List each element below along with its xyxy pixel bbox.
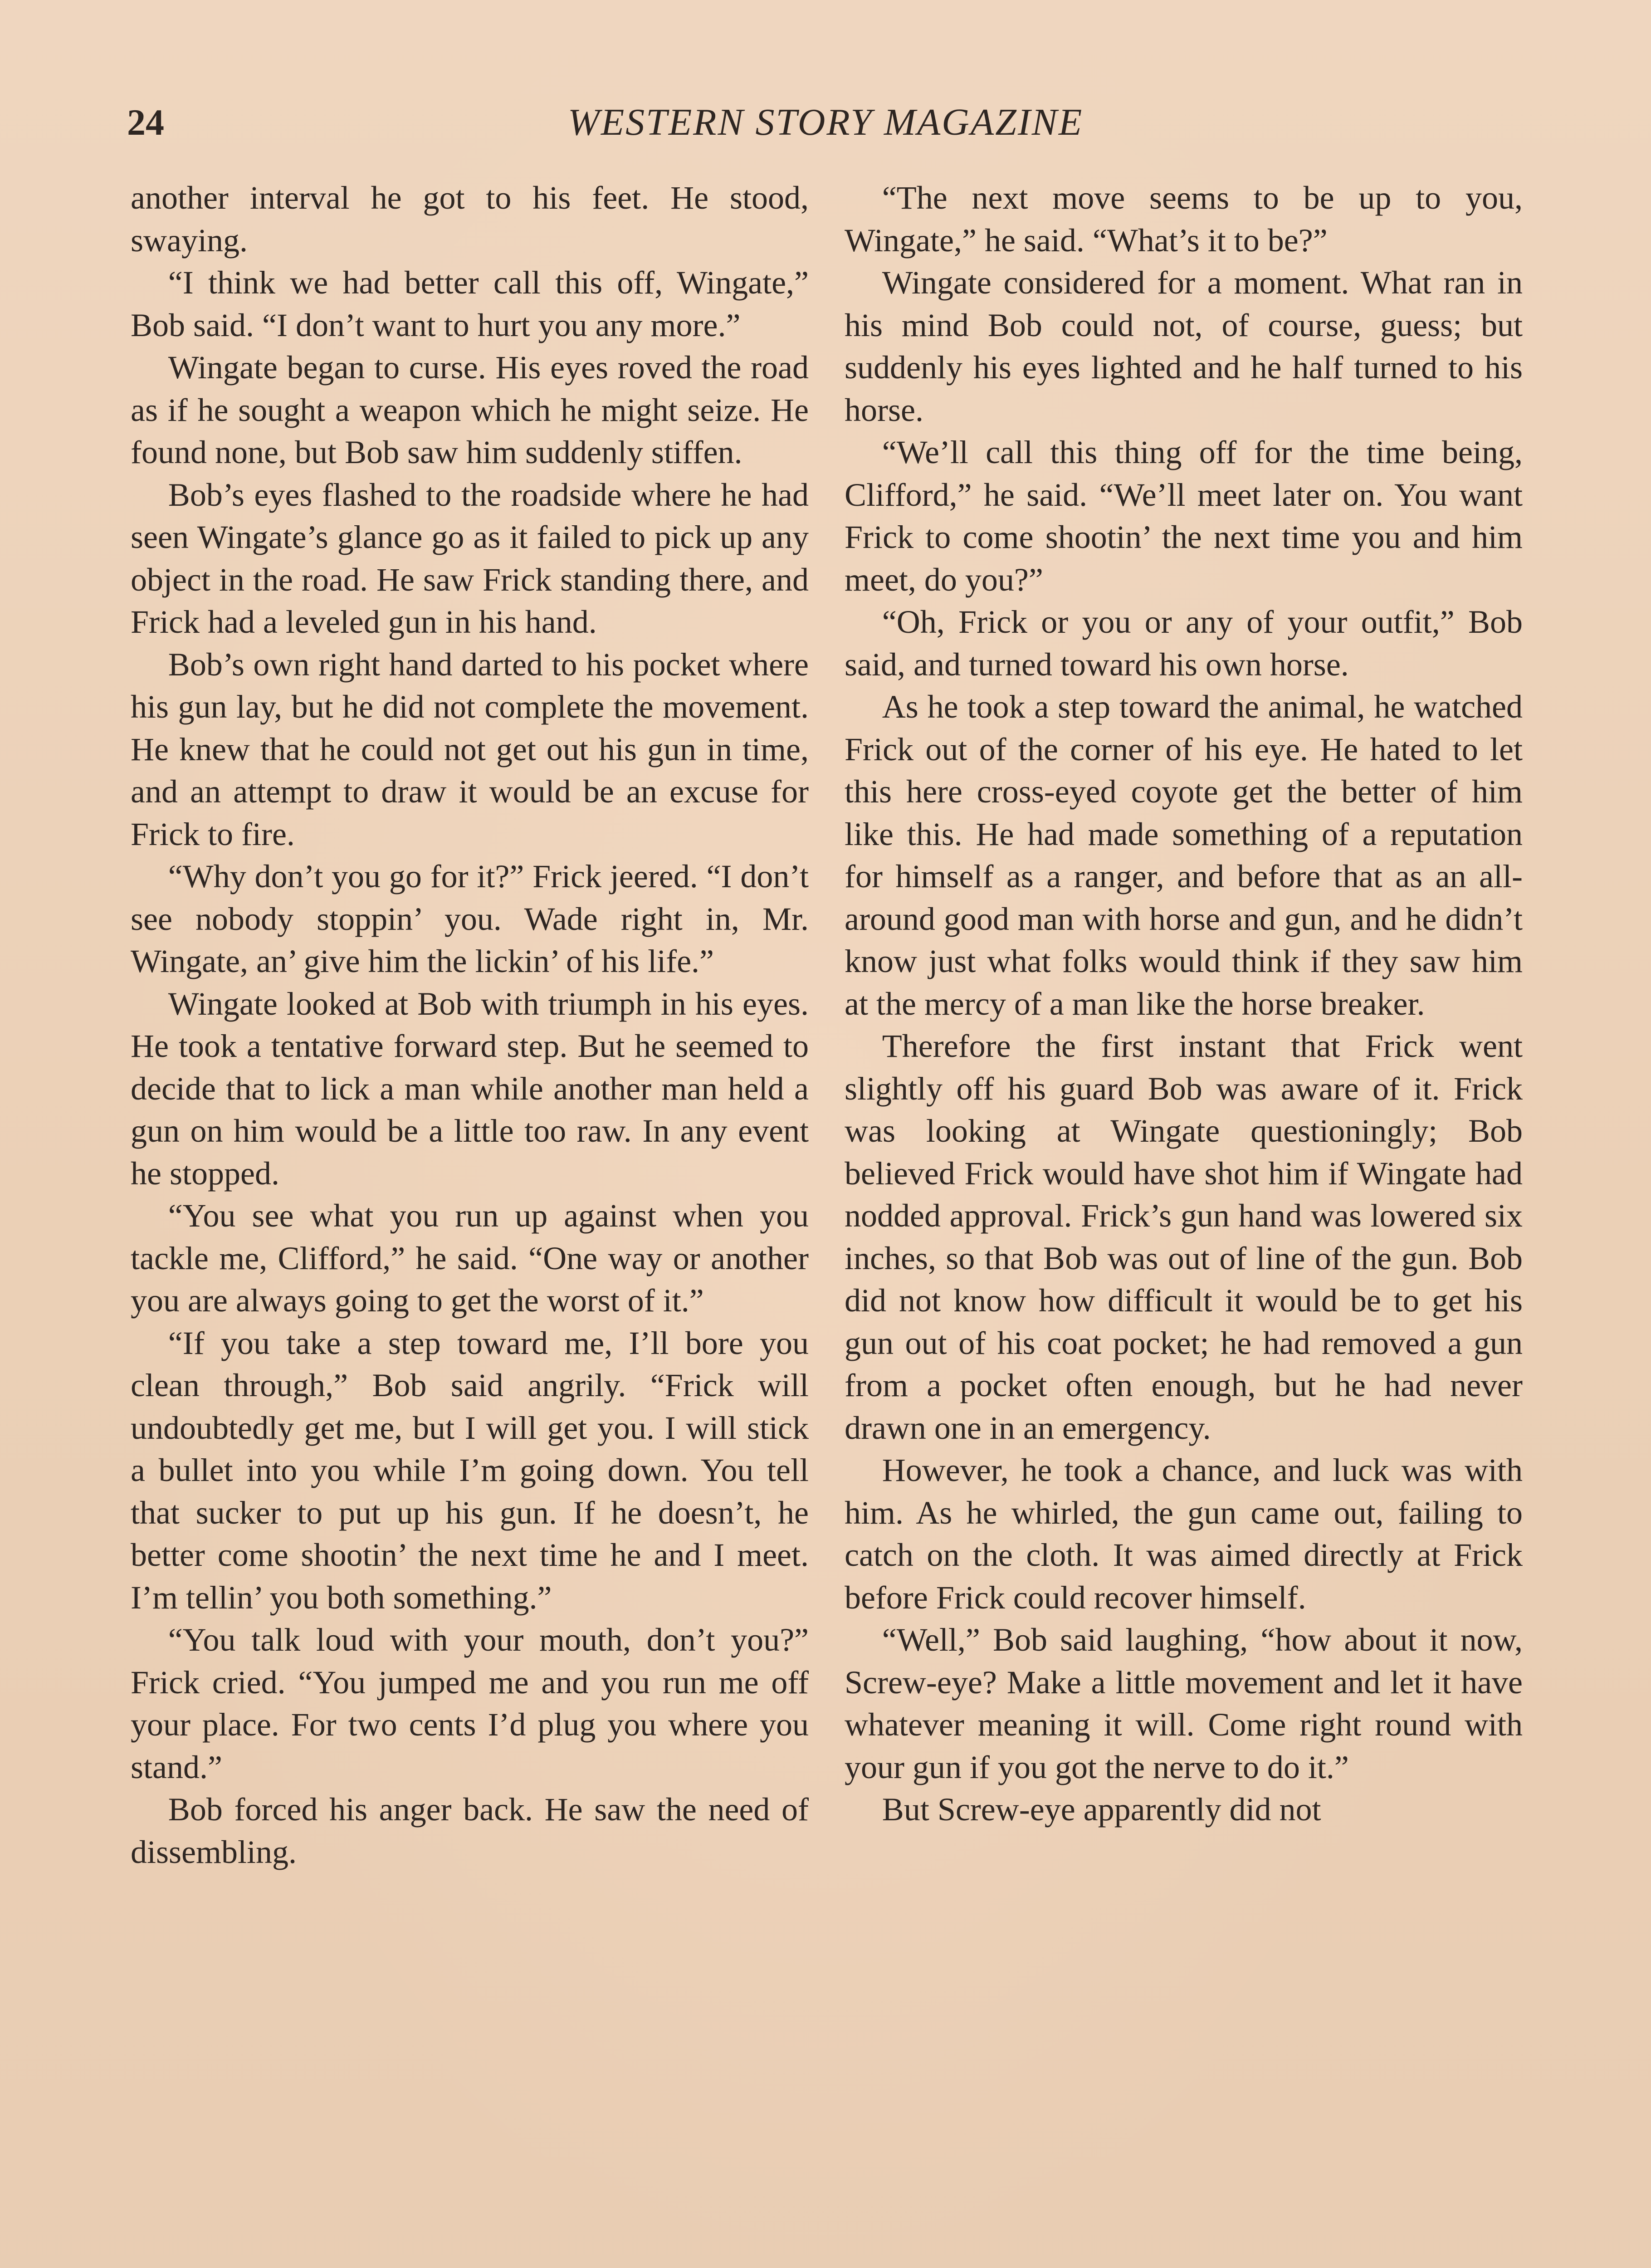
paragraph: Bob forced his anger back. He saw the need of dissembling. xyxy=(131,1791,809,1870)
paragraph: “We’ll call this thing off for the time being, Clifford,” he said. “We’ll meet later on. You want Frick to come shootin’ the next time you and him meet, do you?” xyxy=(845,434,1523,598)
paragraph: “Oh, Frick or you or any of your outfit,” Bob said, and turned toward his own horse. xyxy=(845,604,1523,683)
paragraph: “I think we had better call this off, Wingate,” Bob said. “I don’t want to hurt you any more.” xyxy=(131,264,809,343)
paragraph: “Well,” Bob said laughing, “how about it now, Screw-eye? Make a little movement and let it have whatever meaning it will. Come right round with your gun if you got the nerve to do it.” xyxy=(845,1622,1523,1785)
paragraph: However, he took a chance, and luck was with him. As he whirled, the gun came out, failing to catch on the cloth. It was aimed directly at Frick before Frick could recover himself. xyxy=(845,1452,1523,1616)
paragraph: “You see what you run up against when you tackle me, Clifford,” he said. “One way or another you are always going to get the worst of it.” xyxy=(131,1198,809,1319)
paragraph: “The next move seems to be up to you, Wingate,” he said. “What’s it to be?” xyxy=(845,180,1523,259)
paragraph: Wingate began to curse. His eyes roved the road as if he sought a weapon which he might seize. He found none, but Bob saw him suddenly stiffen. xyxy=(131,349,809,470)
paragraph: “If you take a step toward me, I’ll bore you clean through,” Bob said angrily. “Frick will undoubtedly get me, but I will get you. I will stick a bullet into you while I’m going down. You tell that sucker to put up his gun. If he doesn’t, he better come shootin’ the next time he and I meet. I’m tellin’ you both something.” xyxy=(131,1325,809,1616)
paragraph: Bob’s eyes flashed to the roadside where he had seen Wingate’s glance go as it failed to pick up any object in the road. He saw Frick standing there, and Frick had a leveled gun in his hand. xyxy=(131,476,809,640)
paragraph: Wingate looked at Bob with triumph in his eyes. He took a tentative forward step. But he seemed to decide that to lick a man while another man held a gun on him would be a little too raw. In any event he stopped. xyxy=(131,985,809,1192)
right-column xyxy=(845,177,1523,2268)
paragraph: another interval he got to his feet. He stood, swaying. xyxy=(131,180,809,259)
paragraph: “Why don’t you go for it?” Frick jeered. “I don’t see nobody stoppin’ you. Wade right in, Mr. Wingate, an’ give him the lickin’ of his life.” xyxy=(131,858,809,979)
paragraph: Bob’s own right hand darted to his pocket where his gun lay, but he did not complete the movement. He knew that he could not get out his gun in time, and an attempt to draw it would be an excuse for Frick to fire. xyxy=(131,646,809,852)
page-number: 24 xyxy=(127,102,164,143)
page-header xyxy=(127,93,1524,152)
left-column xyxy=(131,177,809,2268)
paragraph: But Screw-eye apparently did not xyxy=(882,1791,1321,1828)
running-head: WESTERN STORY MAGAZINE xyxy=(567,101,1084,143)
paragraph: As he took a step toward the animal, he watched Frick out of the corner of his eye. He hated to let this here cross-eyed coyote get the better of him like this. He had made something of a reputation for himself as a ranger, and before that as an all-around good man with horse and gun, and he didn’t know just what folks would think if they saw him at the mercy of a man like the horse breaker. xyxy=(845,689,1523,1022)
paragraph: “You talk loud with your mouth, don’t you?” Frick cried. “You jumped me and you run me off your place. For two cents I’d plug you where you stand.” xyxy=(131,1622,809,1785)
paragraph: Wingate considered for a moment. What ran in his mind Bob could not, of course, guess; but suddenly his eyes lighted and he half turned to his horse. xyxy=(845,264,1523,428)
paragraph: Therefore the first instant that Frick went slightly off his guard Bob was aware of it. Frick was looking at Wingate questioningly; Bob believed Frick would have shot him if Wingate had nodded approval. Frick’s gun hand was lowered six inches, so that Bob was out of line of the gun. Bob did not know how difficult it would be to get his gun out of his coat pocket; he had removed a gun from a pocket often enough, but he had never drawn one in an emergency. xyxy=(845,1028,1523,1446)
